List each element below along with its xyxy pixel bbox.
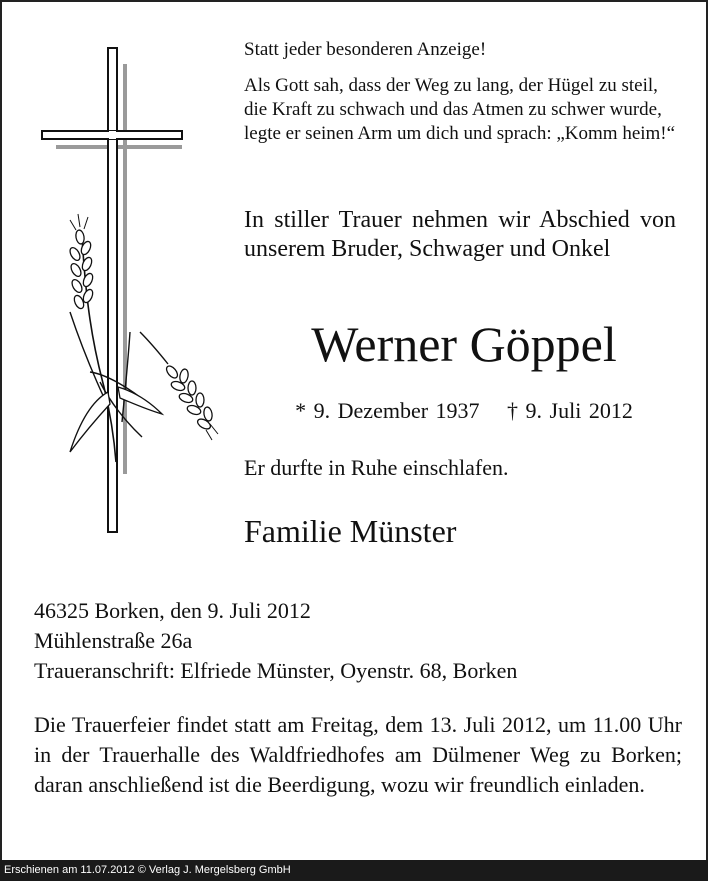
address-block (34, 596, 684, 686)
mourning-address: Traueranschrift: Elfriede Münster, Oyenstr. 68, Borken (34, 658, 518, 683)
rest-statement: Er durfte in Ruhe einschlafen. (244, 455, 509, 480)
cross-and-wheat-icon (30, 42, 230, 542)
mourning-text: In stiller Trauer nehmen wir Abschied von unserem Bruder, Schwager und Onkel (244, 207, 676, 262)
death-date: † 9. Juli 2012 (507, 398, 633, 423)
deceased-name: Werner Göppel (311, 316, 617, 372)
publication-footer: Erschienen am 11.07.2012 © Verlag J. Mergelsberg GmbH (0, 860, 708, 881)
street-address: Mühlenstraße 26a (34, 628, 193, 653)
place-date: 46325 Borken, den 9. Juli 2012 (34, 598, 311, 623)
birth-date: * 9. Dezember 1937 (295, 398, 480, 423)
life-dates (244, 397, 684, 425)
bible-verse: Als Gott sah, dass der Weg zu lang, der Hügel zu steil, die Kraft zu schwach und das Atmen zu schwer wurde, legte er seinen Arm um dich und sprach: „Komm heim!“ (244, 75, 676, 144)
intro-heading: Statt jeder besonderen Anzeige! (244, 39, 487, 60)
funeral-service-text: Die Trauerfeier findet statt am Freitag, dem 13. Juli 2012, um 11.00 Uhr in der Trauerhalle des Waldfriedhofes am Dülmener Weg zu Borken; daran anschließend ist die Beerdigung, wozu wir freundlich einladen. (34, 712, 682, 797)
family-signature: Familie Münster (244, 513, 457, 549)
intro-text (244, 38, 684, 158)
